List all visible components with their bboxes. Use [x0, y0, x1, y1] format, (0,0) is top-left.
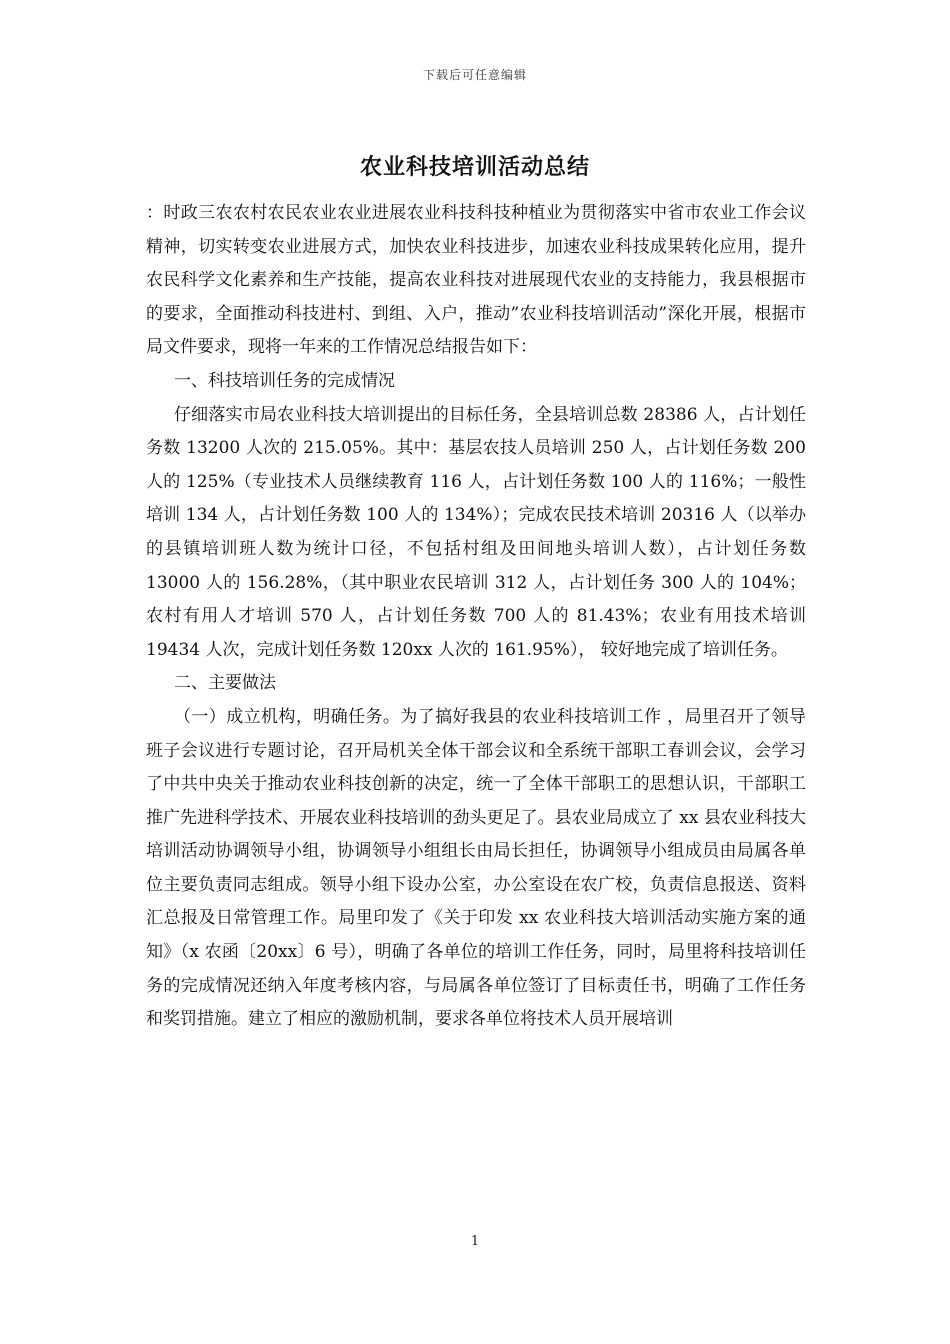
- document-body: [146, 197, 806, 1037]
- page-number: 1: [470, 1234, 480, 1249]
- section-2-paragraph: （一）成立机构，明确任务。为了搞好我县的农业科技培训工作 ，局里召开了领导班子会议进行专题讨论，召开局机关全体干部会议和全系统干部职工春训会议，会学习了中共中央关于推动农业科技创新的决定，统一了全体干部职工的思想认识，干部职工推广先进科学技术、开展农业科技培训的劲头更足了。县农业局成立了 xx 县农业科技大培训活动协调领导小组，协调领导小组组长由局长担任，协调领导小组成员由局属各单位主要负责同志组成。领导小组下设办公室，办公室设在农广校，负责信息报送、资料汇总报及日常管理工作。局里印发了《关于印发 xx 农业科技大培训活动实施方案的通知》（x 农函〔20xx〕6 号），明确了各单位的培训工作任务，同时，局里将科技培训任务的完成情况还纳入年度考核内容，与局属各单位签订了目标责任书，明确了工作任务和奖罚措施。建立了相应的激励机制，要求各单位将技术人员开展培训: [146, 706, 806, 1030]
- section-1-paragraph: 仔细落实市局农业科技大培训提出的目标任务，全县培训总数 28386 人，占计划任务数 13200 人次的 215.05%。其中：基层农技人员培训 250 人，占计划任务数 200 人的 125%（专业技术人员继续教育 116 人，占计划任务数 100 人的 116%；一般性培训 134 人，占计划任务数 100 人的 134%）；完成农民技术培训 20316 人（以举办的县镇培训班人数为统计口径，不包括村组及田间地头培训人数），占计划任务数 13000 人的 156.28%，（其中职业农民培训 312 人，占计划任务 300 人的 104%；农村有用人才培训 570 人，占计划任务数 700 人的 81.43%；农业有用技术培训 19434 人次，完成计划任务数 120xx 人次的 161.95%）， 较好地完成了培训任务。: [146, 404, 806, 660]
- section-heading-2: 二、主要做法: [174, 673, 276, 694]
- section-heading-1: 一、科技培训任务的完成情况: [174, 370, 395, 391]
- document-title: 农业科技培训活动总结: [359, 154, 590, 180]
- header-note: 下载后可任意编辑: [422, 68, 527, 82]
- intro-paragraph: ：时政三农农村农民农业农业进展农业科技科技种植业为贯彻落实中省市农业工作会议精神，切实转变农业进展方式，加快农业科技进步，加速农业科技成果转化应用，提升农民科学文化素养和生产技能，提高农业科技对进展现代农业的支持能力，我县根据市的要求，全面推动科技进村、到组、入户，推动”农业科技培训活动”深化开展，根据市局文件要求，现将一年来的工作情况总结报告如下：: [146, 203, 806, 358]
